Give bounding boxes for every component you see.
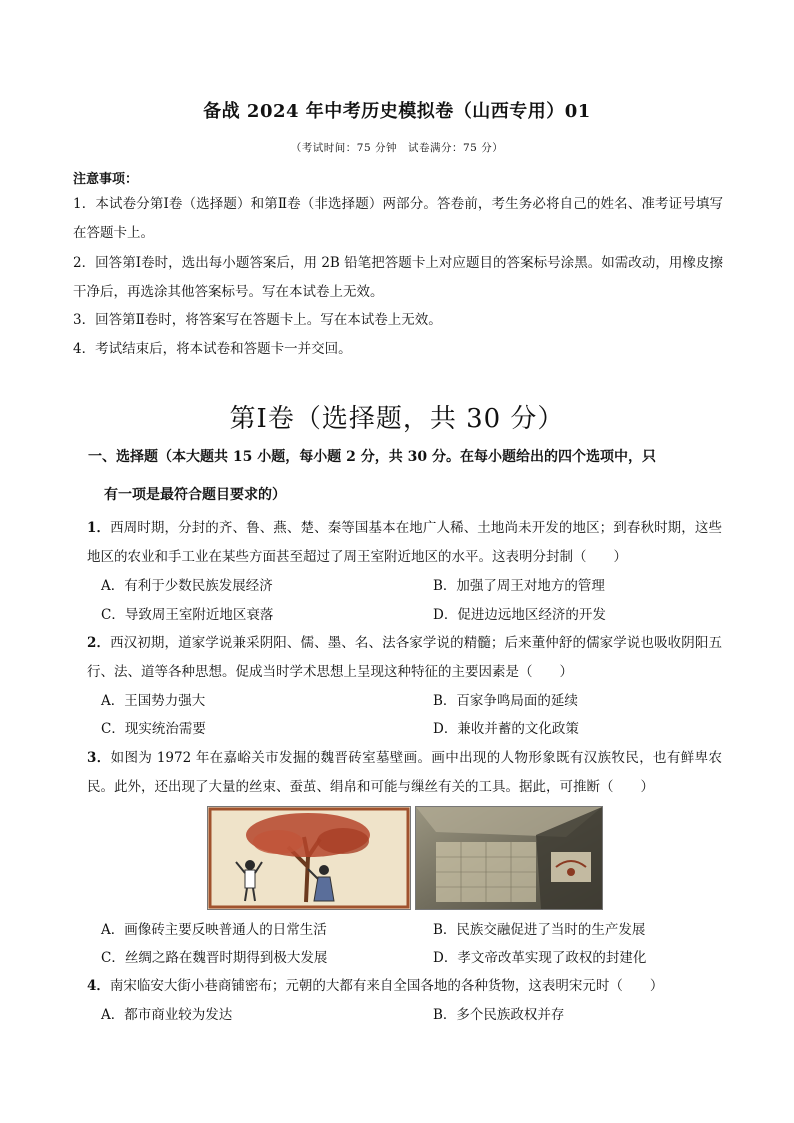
section-heading: 一、选择题（本大题共 15 小题，每小题 2 分，共 30 分。在每小题给出的四个选项中，只 <box>88 449 656 465</box>
tomb-interior-image <box>415 806 603 910</box>
option-c: C．现实统治需要 <box>101 721 206 737</box>
option-d: D．促进边远地区经济的开发 <box>433 607 606 623</box>
page-title: 备战 2024 年中考历史模拟卷（山西专用）01 <box>203 101 591 122</box>
question-text: 如图为 1972 年在嘉峪关市发掘的魏晋砖室墓壁画。画中出现的人物形象既有汉族牧民，也有鲜卑农民。此外，还出现了大量的丝束、蚕茧、绢帛和可能与缫丝有关的工具。据此，可推断（ ） <box>87 750 722 795</box>
option-a: A．画像砖主要反映普通人的日常生活 <box>101 922 327 938</box>
option-b: B．百家争鸣局面的延续 <box>433 693 578 709</box>
question-number: 3． <box>87 750 111 766</box>
option-b: B．民族交融促进了当时的生产发展 <box>433 922 646 938</box>
notice-item: 2．回答第Ⅰ卷时，选出每小题答案后，用 2B 铅笔把答题卡上对应题目的答案标号涂黑。如需改动，用橡皮擦干净后，再选涂其他答案标号。写在本试卷上无效。 <box>73 255 723 300</box>
question-4 <box>87 972 722 1001</box>
exam-info: （考试时间：75 分钟 试卷满分：75 分） <box>290 142 504 154</box>
question-text: 西周时期，分封的齐、鲁、燕、楚、秦等国基本在地广人稀、土地尚未开发的地区；到春秋时期，这些地区的农业和手工业在某些方面甚至超过了周王室附近地区的水平。这表明分封制（ ） <box>87 520 722 565</box>
option-c: C．导致周王室附近地区衰落 <box>101 607 274 623</box>
question-text: 南宋临安大街小巷商铺密布；元朝的大都有来自全国各地的各种货物，这表明宋元时（ ） <box>109 978 664 994</box>
option-d: D．孝文帝改革实现了政权的封建化 <box>433 950 647 966</box>
question-3 <box>87 744 722 802</box>
question-number: 2． <box>87 635 111 651</box>
notice-heading: 注意事项： <box>73 172 139 187</box>
notice-item: 3．回答第Ⅱ卷时，将答案写在答题卡上。写在本试卷上无效。 <box>73 312 442 328</box>
question-text: 西汉初期，道家学说兼采阴阳、儒、墨、名、法各家学说的精髓；后来董仲舒的儒家学说也吸收阴阳五行、法、道等各种思想。促成当时学术思想上呈现这种特征的主要因素是（ ） <box>87 635 722 680</box>
section-heading-cont: 有一项是最符合题目要求的） <box>104 487 286 503</box>
option-b: B．加强了周王对地方的管理 <box>433 578 605 594</box>
notice-item: 1．本试卷分第Ⅰ卷（选择题）和第Ⅱ卷（非选择题）两部分。答卷前，考生务必将自己的姓名、准考证号填写在答题卡上。 <box>73 196 723 241</box>
question-2 <box>87 629 722 687</box>
option-a: A．有利于少数民族发展经济 <box>101 578 273 594</box>
question-number: 1． <box>87 520 111 536</box>
option-b: B．多个民族政权并存 <box>433 1007 565 1023</box>
mural-brick-image <box>207 806 411 910</box>
question-1 <box>87 514 722 572</box>
volume-title: 第Ⅰ卷（选择题，共 30 分） <box>229 404 565 434</box>
question-number: 4． <box>87 978 110 994</box>
option-a: A．王国势力强大 <box>101 693 206 709</box>
option-a: A．都市商业较为发达 <box>101 1007 233 1023</box>
option-c: C．丝绸之路在魏晋时期得到极大发展 <box>101 950 328 966</box>
notice-item: 4．考试结束后，将本试卷和答题卡一并交回。 <box>73 341 352 357</box>
option-d: D．兼收并蓄的文化政策 <box>433 721 579 737</box>
mural-illustration <box>208 807 410 909</box>
tomb-illustration <box>416 807 602 909</box>
